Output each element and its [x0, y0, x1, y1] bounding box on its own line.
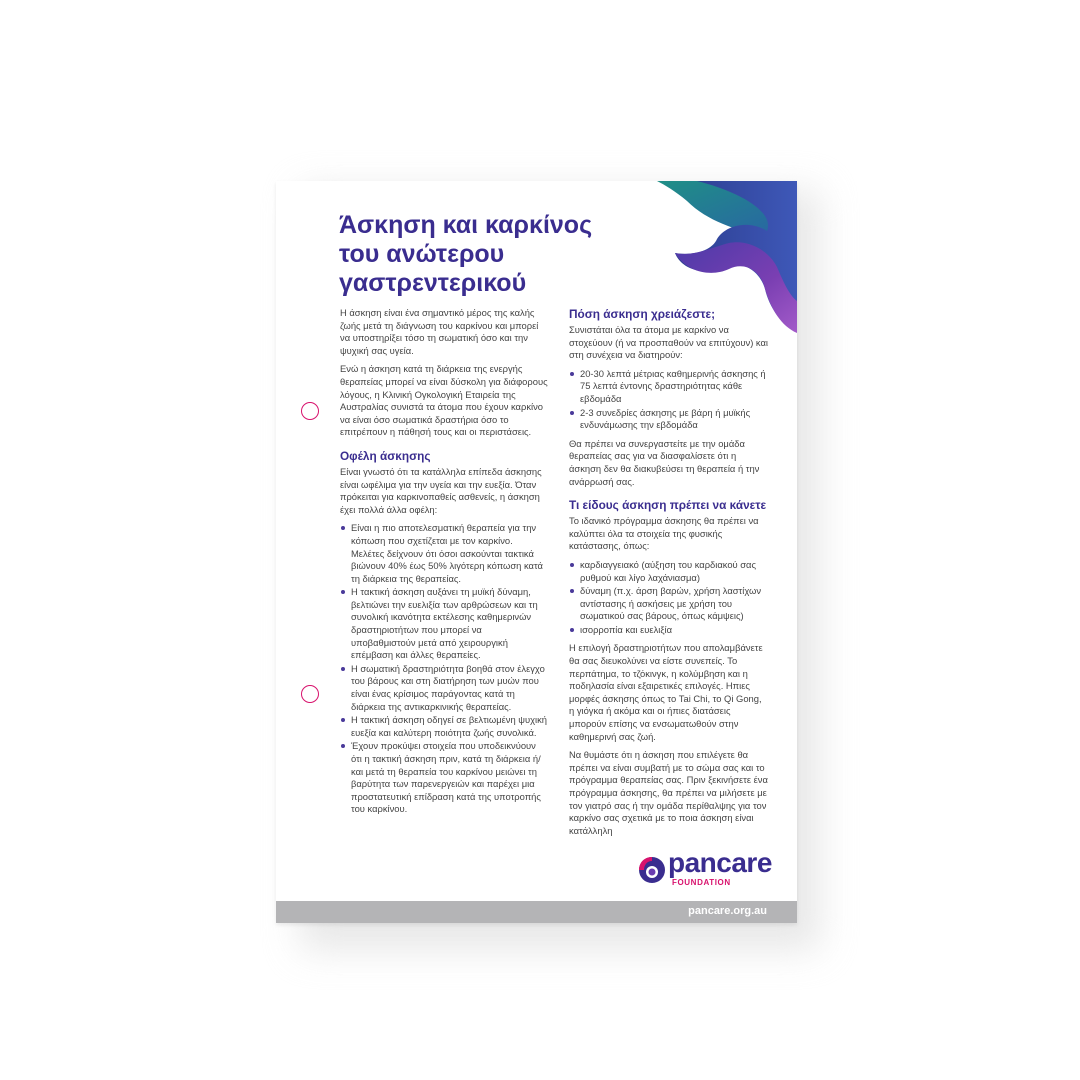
right-column	[569, 307, 769, 843]
footer-bar	[276, 901, 797, 923]
list-item: 2-3 συνεδρίες άσκησης με βάρη ή μυϊκής ενδυνάμωσης την εβδομάδα	[569, 407, 769, 432]
footer-url[interactable]: pancare.org.au	[688, 905, 767, 917]
brochure-page	[276, 181, 797, 923]
title-line-1: Άσκηση και καρκίνος	[339, 211, 593, 239]
page-title	[339, 211, 649, 298]
benefits-list	[340, 522, 548, 816]
how-much-after: Θα πρέπει να συνεργαστείτε με την ομάδα θεραπείας σας για να διασφαλίσετε ότι η άσκηση δεν θα διακυβεύσει τη θεραπεία ή την ανάρρωσή σας.	[569, 437, 760, 487]
list-item: ισορροπία και ευελιξία	[569, 624, 769, 637]
how-much-heading: Πόση άσκηση χρειάζεστε;	[569, 307, 716, 321]
title-line-2: του ανώτερου	[339, 240, 505, 268]
punch-hole-bottom	[301, 685, 319, 703]
what-kind-paragraph-1: Η επιλογή δραστηριοτήτων που απολαμβάνετε θα σας διευκολύνει να είστε συνεπείς. Το περπάτημα, το τζόκινγκ, η κολύμβηση και η ποδηλασία είναι εξαιρετικές επιλογές. Ηπιες μορφές άσκησης όπως το Tai Chi, το Qi Gong, η γιόγκα ή ακόμα και οι ήπιες διατάσεις μπορούν επίσης να ενσωματωθούν στην καθημερινή σας ζωή.	[569, 642, 763, 742]
what-kind-text: Το ιδανικό πρόγραμμα άσκησης θα πρέπει να καλύπτει όλα τα στοιχεία της φυσικής κατάστασης, όπως:	[569, 515, 759, 552]
punch-hole-top	[301, 402, 319, 420]
list-item: Η τακτική άσκηση αυξάνει τη μυϊκή δύναμη, βελτιώνει την ευελιξία των αρθρώσεων και τη συνολική ικανότητα εκτέλεσης καθημερινών δραστηριοτήτων που μπορεί να υποβαθμιστούν μετά από χειρουργική επέμβαση και άλλες θεραπείες.	[340, 586, 548, 662]
pancare-logo	[634, 848, 774, 896]
pancare-logo-icon	[634, 850, 670, 886]
intro-paragraph-1: Η άσκηση είναι ένα σημαντικό μέρος της καλής ζωής μετά τη διάγνωση του καρκίνου και μπορεί να υποστηρίξει τόσο τη σωματική όσο και την ψυχική σας υγεία.	[340, 307, 539, 356]
list-item: Η σωματική δραστηριότητα βοηθά στον έλεγχο του βάρους και στη διατήρηση των μυών που είναι ένας κρίσιμος παράγοντας κατά τη διάρκεια της αντικαρκινικής θεραπείας.	[340, 663, 548, 713]
list-item: Έχουν προκύψει στοιχεία που υποδεικνύουν ότι η τακτική άσκηση πριν, κατά τη διάρκεια ή/και μετά τη θεραπεία του καρκίνου μειώνει τη βαρύτητα των παρενεργειών και παρέχει μια προστατευτική επίδραση κατά της υποτροπής του καρκίνου.	[340, 740, 548, 816]
title-line-3: γαστρεντερικού	[339, 269, 527, 297]
what-kind-paragraph-2: Να θυμάστε ότι η άσκηση που επιλέγετε θα πρέπει να είναι συμβατή με το σώμα σας και το πρόγραμμα θεραπείας σας. Πριν ξεκινήσετε ένα πρόγραμμα άσκησης, θα πρέπει να μιλήσετε με τον γιατρό σας ή την ομάδα περίθαλψης για τον καρκίνο σας σχετικά με το ποια άσκηση είναι κατάλληλη	[569, 749, 768, 836]
list-item: Η τακτική άσκηση οδηγεί σε βελτιωμένη ψυχική ευεξία και καλύτερη ποιότητα ζωής συνολικά.	[340, 714, 548, 739]
list-item: Είναι η πιο αποτελεσματική θεραπεία για την κόπωση που σχετίζεται με τον καρκίνο. Μελέτες δείχνουν ότι όσοι ασκούνται τακτικά βιώνουν 40% έως 50% λιγότερη κόπωση κατά τη διάρκεια της θεραπείας.	[340, 522, 548, 585]
intro-paragraph-2: Ενώ η άσκηση κατά τη διάρκεια της ενεργής θεραπείας μπορεί να είναι δύσκολη για διάφορους λόγους, η Κλινική Ογκολογική Εταιρεία της Αυστραλίας συνιστά τα άτομα που έχουν καρκίνο να είναι όσο σωματικά δραστήρια όσο το επιτρέπουν η πάθησή τους και οι περιστάσεις.	[340, 363, 548, 438]
list-item: 20-30 λεπτά μέτριας καθημερινής άσκησης ή 75 λεπτά έντονης δραστηριότητας κάθε εβδομάδα	[569, 368, 769, 406]
list-item: καρδιαγγειακό (αύξηση του καρδιακού σας ρυθμού και λίγο λαχάνιασμα)	[569, 559, 769, 584]
logo-subtitle: FOUNDATION	[672, 878, 731, 887]
list-item: δύναμη (π.χ. άρση βαρών, χρήση λαστίχων αντίστασης ή ασκήσεις με χρήση του σωματικού σας βάρους, όπως κάμψεις)	[569, 585, 769, 623]
benefits-heading: Οφέλη άσκησης	[340, 448, 431, 463]
left-column	[340, 307, 548, 822]
how-much-text: Συνιστάται όλα τα άτομα με καρκίνο να στοχεύουν (ή να προσπαθούν να επιτύχουν) και στη συνέχεια να διατηρούν:	[569, 324, 769, 361]
how-much-list	[569, 368, 769, 432]
what-kind-list	[569, 559, 769, 637]
benefits-text: Είναι γνωστό ότι τα κατάλληλα επίπεδα άσκησης είναι ωφέλιμα για την υγεία και την ευεξία. Όταν πρόκειται για καρκινοπαθείς ασθενείς, η άσκηση έχει πολλά άλλα οφέλη:	[340, 465, 542, 515]
logo-name: pancare	[668, 847, 772, 878]
what-kind-heading: Τι είδους άσκηση πρέπει να κάνετε	[569, 498, 767, 513]
